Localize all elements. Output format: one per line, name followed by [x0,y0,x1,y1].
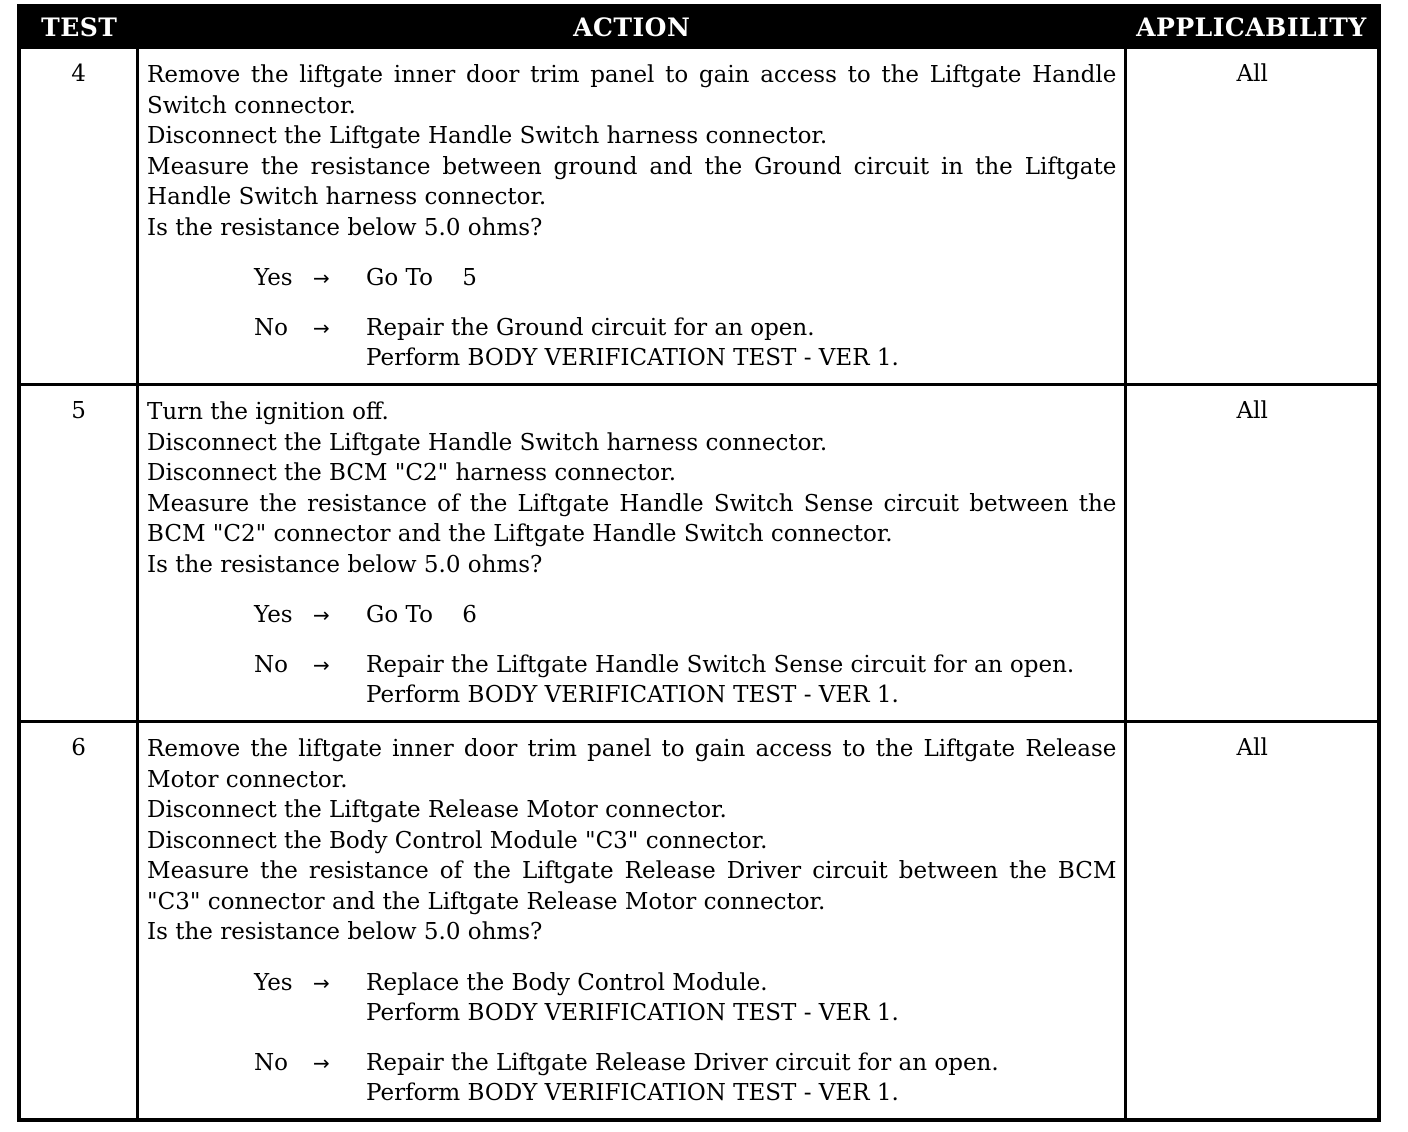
outcome-no [147,1048,1116,1108]
action-step: Measure the resistance of the Liftgate Handle Switch Sense circuit between the BCM "C2" connector and the Liftgate Handle Switch connector. [147,490,1117,547]
header-applicability: APPLICABILITY [1126,6,1379,48]
action-step: Disconnect the Liftgate Handle Switch harness connector. [147,123,828,149]
test-number: 5 [19,385,138,722]
action-cell [138,722,1126,1120]
table-body [19,48,1379,1120]
outcome-label: No [254,652,288,678]
outcome-label: No [254,315,288,341]
action-step: Measure the resistance of the Liftgate Release Driver circuit between the BCM "C3" connector and the Liftgate Release Motor connector. [147,858,1117,915]
arrow-right-icon: → [313,266,330,290]
table-row [19,385,1379,722]
header-action: ACTION [138,6,1126,48]
outcome-yes [147,263,1116,293]
applicability-value: All [1126,722,1379,1120]
outcome-yes [147,968,1116,1028]
outcome-line: Go To 5 [366,265,477,291]
outcome-line: Replace the Body Control Module. [366,969,768,996]
action-step: Disconnect the Liftgate Release Motor connector. [147,797,727,823]
table-row [19,722,1379,1120]
outcome-text [366,263,1116,293]
outcome-line: Perform BODY VERIFICATION TEST - VER 1. [366,999,899,1026]
outcome-line: Perform BODY VERIFICATION TEST - VER 1. [366,1079,899,1106]
outcome-yes [147,600,1116,630]
diagnostic-test-table [17,4,1381,1122]
arrow-right-icon: → [313,1050,330,1075]
action-step: Disconnect the BCM "C2" harness connector. [147,460,677,486]
outcome-text [366,600,1116,630]
outcome-no [147,313,1116,373]
outcome-text [366,1048,1116,1108]
outcome-label: No [254,1049,288,1076]
outcome-line: Repair the Ground circuit for an open. [366,315,815,341]
action-step: Is the resistance below 5.0 ohms? [147,919,543,945]
outcome-line: Go To 6 [366,602,477,628]
action-cell [138,385,1126,722]
outcome-no [147,650,1116,710]
arrow-right-icon: → [313,653,330,677]
table-row [19,48,1379,385]
action-cell [138,48,1126,385]
action-step: Disconnect the Liftgate Handle Switch harness connector. [147,429,828,456]
action-step: Disconnect the Body Control Module "C3" connector. [147,827,768,854]
action-step: Remove the liftgate inner door trim panel to gain access to the Liftgate Release Motor connector. [147,736,1117,793]
action-step: Remove the liftgate inner door trim panel to gain access to the Liftgate Handle Switch connector. [147,62,1117,119]
action-step: Is the resistance below 5.0 ohms? [147,214,543,241]
action-instructions [147,397,1116,580]
arrow-right-icon: → [313,603,330,627]
test-number: 6 [19,722,138,1120]
outcome-line: Perform BODY VERIFICATION TEST - VER 1. [366,345,899,371]
outcome-label: Yes [254,265,293,291]
outcome-line: Perform BODY VERIFICATION TEST - VER 1. [366,682,899,708]
action-step: Measure the resistance between ground and the Ground circuit in the Liftgate Handle Switch harness connector. [147,153,1117,210]
outcome-text [366,650,1116,710]
outcome-line: Repair the Liftgate Handle Switch Sense circuit for an open. [366,652,1075,678]
outcome-text [366,313,1116,373]
action-step: Is the resistance below 5.0 ohms? [147,551,543,578]
table-header-row [19,6,1379,48]
test-number: 4 [19,48,138,385]
outcome-line: Repair the Liftgate Release Driver circuit for an open. [366,1049,999,1076]
outcome-label: Yes [254,602,293,628]
action-instructions [147,60,1116,243]
action-step: Turn the ignition off. [147,399,389,425]
arrow-right-icon: → [313,316,330,340]
applicability-value: All [1126,48,1379,385]
arrow-right-icon: → [313,970,330,995]
outcome-label: Yes [254,969,293,996]
outcome-text [366,968,1116,1028]
action-instructions [147,734,1116,948]
header-test: TEST [19,6,138,48]
applicability-value: All [1126,385,1379,722]
